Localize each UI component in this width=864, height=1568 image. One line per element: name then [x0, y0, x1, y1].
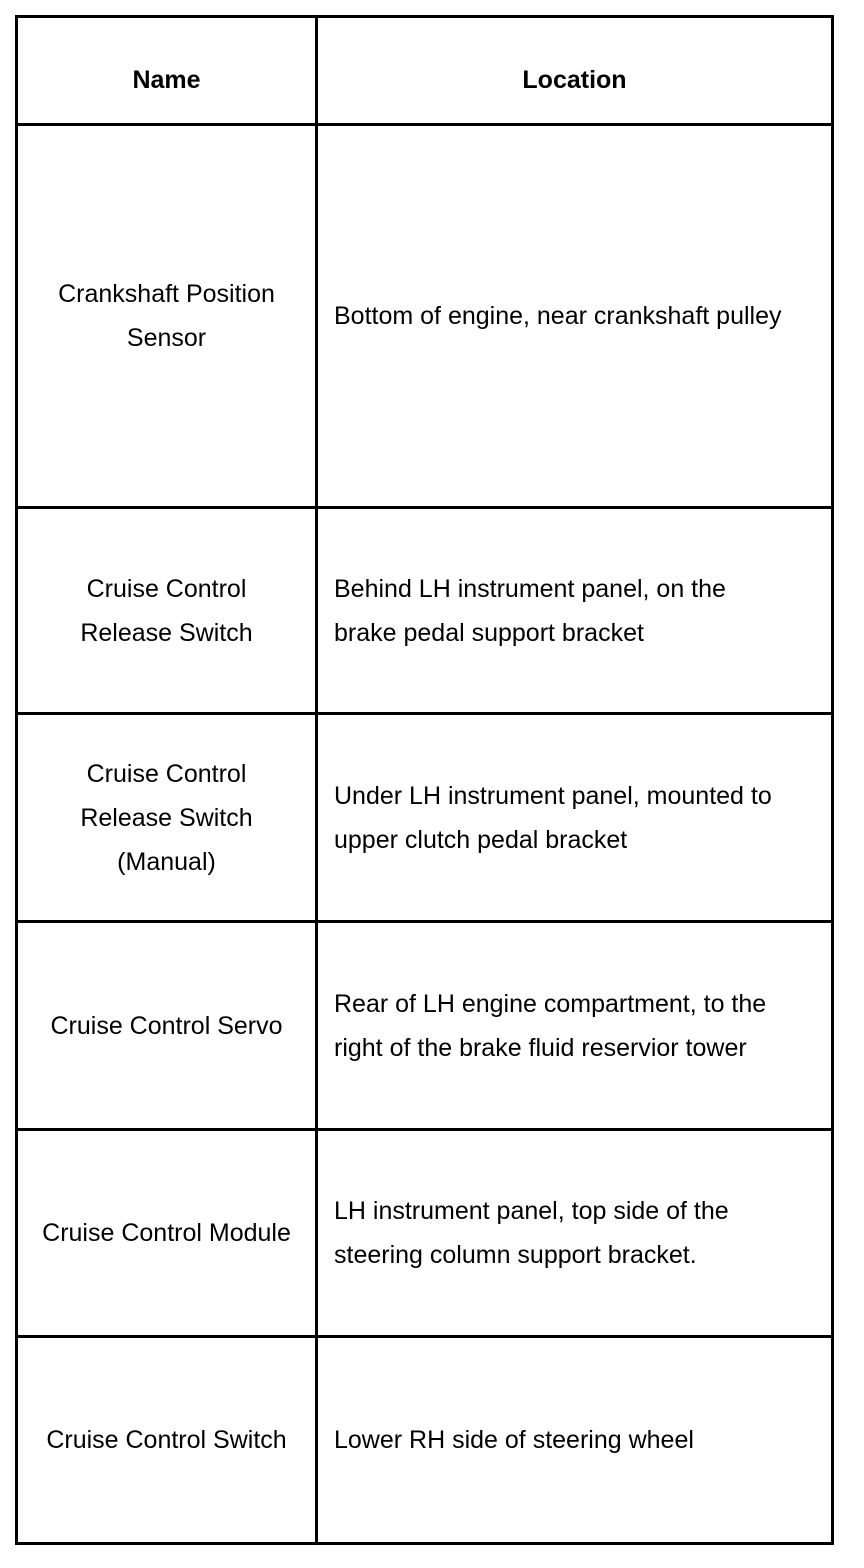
table-row: [17, 714, 833, 922]
component-location: Rear of LH engine compartment, to the right of the brake fluid reservior tower: [317, 922, 833, 1130]
component-name: Cruise Control Servo: [17, 922, 317, 1130]
component-name: Crankshaft Position Sensor: [17, 125, 317, 508]
header-name: Name: [17, 17, 317, 125]
component-location: Lower RH side of steering wheel: [317, 1337, 833, 1544]
component-name: Cruise Control Release Switch (Manual): [17, 714, 317, 922]
header-location: Location: [317, 17, 833, 125]
component-location: LH instrument panel, top side of the steering column support bracket.: [317, 1130, 833, 1337]
component-name: Cruise Control Release Switch: [17, 508, 317, 714]
component-location-table: [15, 15, 834, 1545]
table-header-row: [17, 17, 833, 125]
component-location: Bottom of engine, near crankshaft pulley: [317, 125, 833, 508]
component-name: Cruise Control Switch: [17, 1337, 317, 1544]
table-row: [17, 1337, 833, 1544]
component-name: Cruise Control Module: [17, 1130, 317, 1337]
component-location: Under LH instrument panel, mounted to upper clutch pedal bracket: [317, 714, 833, 922]
table-row: [17, 1130, 833, 1337]
table-row: [17, 508, 833, 714]
table-row: [17, 125, 833, 508]
component-location: Behind LH instrument panel, on the brake pedal support bracket: [317, 508, 833, 714]
table-row: [17, 922, 833, 1130]
